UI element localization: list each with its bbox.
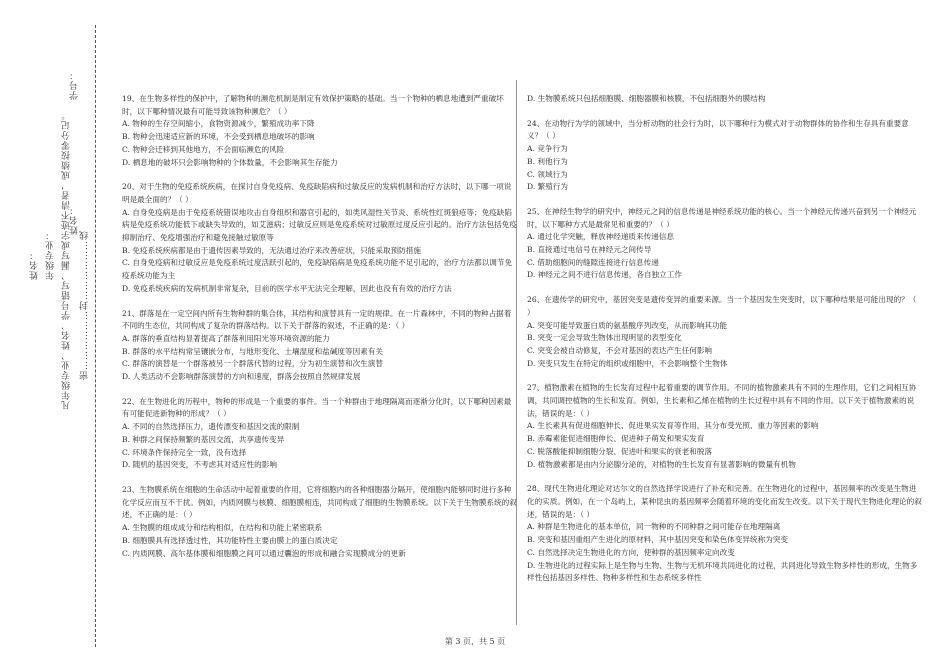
answer-option: B. 细胞膜具有选择透过性，其功能特性主要由膜上的蛋白质决定 [122, 535, 338, 545]
seal-line-text: 密………………封………………线 [80, 230, 90, 380]
answer-option: A. 生长素具有促进细胞伸长、促进果实发育等作用，其分布受光照、重力等因素的影响 [527, 421, 819, 431]
answer-option: C. 领域行为 [527, 169, 568, 179]
question-stem: 21、群落是在一定空间内所有生物种群的集合体，其结构和演替具有一定的规律。在一片森林中，不同的物种占据着不同的生态位，共同构成了复杂的群落结构。以下关于群落的叙述，不正确的是：（ ） [122, 308, 512, 331]
answer-option: A. 群落的垂直结构显著提高了群落利用阳光等环境资源的能力 [122, 333, 330, 343]
answer-option: B. 物种会迅速适应新的环境，不会受到栖息地破坏的影响 [122, 132, 315, 142]
left-column [122, 93, 517, 572]
class-label: 年级专业： [46, 230, 56, 280]
school-label: 姓名： [30, 250, 40, 280]
answer-option: A. 生物膜的组成成分和结构相似，在结构和功能上紧密联系 [122, 523, 323, 533]
question-stem: 26、在遗传学的研究中，基因突变是遗传变异的重要来源。当一个基因发生突变时，以下哪种结果是可能出现的？（ ） [527, 295, 917, 317]
question-block [122, 308, 517, 384]
answer-option: A. 通过化学突触，释放神经递质来传递信息 [527, 232, 674, 242]
answer-option: B. 直接通过电信号在神经元之间传导 [527, 245, 652, 255]
answer-option: C. 环境条件保持完全一致，没有选择 [122, 447, 247, 457]
binding-strip [0, 0, 110, 672]
answer-option: C. 自然选择决定生物进化的方向，使种群的基因频率定向改变 [527, 547, 735, 557]
answer-option: D. 免疫系统疾病的发病机制非常复杂，目前的医学水平无法完全理解，因此也没有有效的治疗方法 [122, 283, 452, 293]
question-stem: 20、对于生物的免疫系统疾病，在探讨自身免疫病、免疫缺陷病和过敏反应的发病机制和治疗方法时，以下哪一项说明是最全面的？（ ） [122, 182, 512, 204]
answer-option: D. 人类活动不会影响群落演替的方向和速度，群落会按照自然规律发展 [122, 372, 361, 382]
question-stem: 24、在动物行为学的领域中，当分析动物的社会行为时，以下哪种行为模式对于动物群体的协作和生存具有重要意义？（ ） [527, 118, 909, 141]
answer-option: D. 神经元之间不进行信息传递，各自独立工作 [527, 270, 682, 280]
answer-option: D. 栖息地的破坏只会影响物种的个体数量，不会影响其生存能力 [122, 157, 338, 167]
answer-option: A. 突变可能导致蛋白质的氨基酸序列改变，从而影响其功能 [527, 320, 728, 330]
answer-option: D. 生物进化的过程实际上是生物与生物、生物与无机环境共同进化的过程，共同进化导致生物多样性的形成，生物多样性包括基因多样性、物种多样性和生态系统多样性 [527, 560, 918, 583]
answer-option: B. 赤霉素能促进细胞伸长、促进种子萌发和果实发育 [527, 434, 705, 444]
answer-option: A. 竞争行为 [527, 144, 568, 154]
answer-option: B. 突变一定会导致生物体出现明显的表型变化 [527, 333, 682, 343]
answer-option: C. 物种会迁移到其他地方，不会面临濒危的风险 [122, 144, 285, 154]
question-stem: 28、现代生物进化理论对达尔文的自然选择学说进行了补充和完善。在生物进化的过程中，基因频率的改变是生物进化的实质。例如，在一个岛屿上，某种昆虫的基因频率会随着环境的变化而发生改变。以下关于现代生物进化理论的叙述，错误的是：（ ） [527, 484, 922, 519]
answer-option: B. 群落的水平结构常呈镶嵌分布，与地形变化、土壤湿度和盐碱度等因素有关 [122, 346, 383, 356]
question-stem: 27、植物激素在植物的生长发育过程中起着重要的调节作用。不同的植物激素具有不同的生理作用，它们之间相互协调，共同调控植物的生长和发育。例如，生长素和乙烯在植物的生长过程中具有不同的作用。以下关于植物激素的说法，错误的是：（ ） [527, 383, 917, 418]
question-block [122, 181, 517, 295]
answer-option: A. 物种的生存空间缩小，食物资源减少，繁殖成功率下降 [122, 119, 315, 129]
answer-option: D. 植物激素都是由内分泌腺分泌的，对植物的生长发育有显著影响的微量有机物 [527, 459, 796, 469]
question-block [122, 93, 517, 169]
answer-option: D. 随机的基因突变，不考虑其对适应性的影响 [122, 460, 277, 470]
question-block [122, 484, 517, 560]
answer-option: A. 自身免疫病是由于免疫系统错误地攻击自身组织和器官引起的，如类风湿性关节炎、系统性红斑狼疮等；免疫缺陷病是免疫系统功能低下或缺失导致的，如艾滋病；过敏反应则是免疫系统对过敏原过度反应引起的。治疗方法包括免疫抑制治疗、免疫增强治疗和避免接触过敏原等 [122, 207, 517, 243]
answer-option: C. 自身免疫病和过敏反应是免疫系统过度活跃引起的，免疫缺陷病是免疫系统功能不足引起的，治疗方法都以调节免疫系统功能为主 [122, 258, 513, 281]
question-block [527, 382, 922, 471]
answer-option: D. 突变只发生在特定的组织或细胞中，不会影响整个生物体 [527, 358, 728, 368]
answer-option: B. 免疫系统疾病都是由于遗传因素导致的，无法通过治疗来改善症状，只能采取预防措施 [122, 245, 421, 255]
question-block [527, 118, 922, 194]
answer-option: D. 繁殖行为 [527, 182, 569, 192]
answer-option: A. 不同的自然选择压力，遗传漂变和基因交流的限制 [122, 422, 300, 432]
question-stem: 19、在生物多样性的保护中，了解物种的濒危机制是制定有效保护策略的基础。当一个物种的栖息地遭到严重破坏时，以下哪种情况最有可能导致该物种濒危？（ ） [122, 94, 504, 116]
answer-option: A. 种群是生物进化的基本单位，同一物种的不同种群之间可能存在地理隔离 [527, 522, 781, 532]
question-block [527, 294, 922, 370]
question-stem: 22、在生物进化的历程中，物种的形成是一个重要的事件。当一个种群由于地理隔离而逐渐分化时，以下哪种因素最有可能促进新物种的形成？（ ） [122, 396, 512, 419]
student-id-label: 学号： [70, 70, 80, 100]
answer-option: C. 群落的演替是一个群落被另一个群落代替的过程，分为初生演替和次生演替 [122, 359, 383, 369]
answer-option: B. 利他行为 [527, 156, 568, 166]
warning-text: 凡年级专业、姓名、学号错写、漏写或字迹不清者，成绩按零分记。 [62, 110, 72, 410]
question-stem: 25、在神经生物学的研究中，神经元之间的信息传递是神经系统功能的核心。当一个神经元传递兴奋到另一个神经元时，以下哪种方式是最常见和重要的？（ ） [527, 206, 917, 229]
question-stem: 23、生物膜系统在细胞的生命活动中起着重要的作用，它将细胞内的各种细胞器分隔开，使细胞内能够同时进行多种化学反应而互不干扰。例如，内质网膜与核膜、细胞膜相连，共同构成了细胞的生物膜系统。以下关于生物膜系统的叙述，不正确的是：（ ） [122, 484, 517, 520]
answer-option: C. 脱落酸能抑制细胞分裂、促进叶和果实的衰老和脱落 [527, 446, 713, 456]
answer-option: C. 内质网膜、高尔基体膜和细胞膜之间可以通过囊泡的形成和融合实现膜成分的更新 [122, 548, 406, 558]
answer-option: B. 突变和基因重组产生进化的原材料，其中基因突变和染色体变异统称为突变 [527, 535, 788, 545]
right-column [527, 93, 922, 597]
answer-option: B. 种群之间保持频繁的基因交流，共享遗传变异 [122, 434, 285, 444]
question-block [527, 206, 922, 282]
question-block [527, 93, 922, 106]
page-number: 第 3 页，共 5 页 [444, 637, 506, 646]
answer-option: C. 借助细胞间的缝隙连接进行信息传递 [527, 257, 659, 267]
question-block [527, 483, 922, 585]
name-label: 姓名： [70, 205, 80, 235]
question-block [122, 396, 517, 472]
seal-line [95, 25, 96, 647]
answer-option: D. 生物膜系统只包括细胞膜、细胞器膜和核膜，不包括细胞外的膜结构 [527, 94, 766, 103]
answer-option: C. 突变会被自动修复，不会对基因的表达产生任何影响 [527, 345, 713, 355]
